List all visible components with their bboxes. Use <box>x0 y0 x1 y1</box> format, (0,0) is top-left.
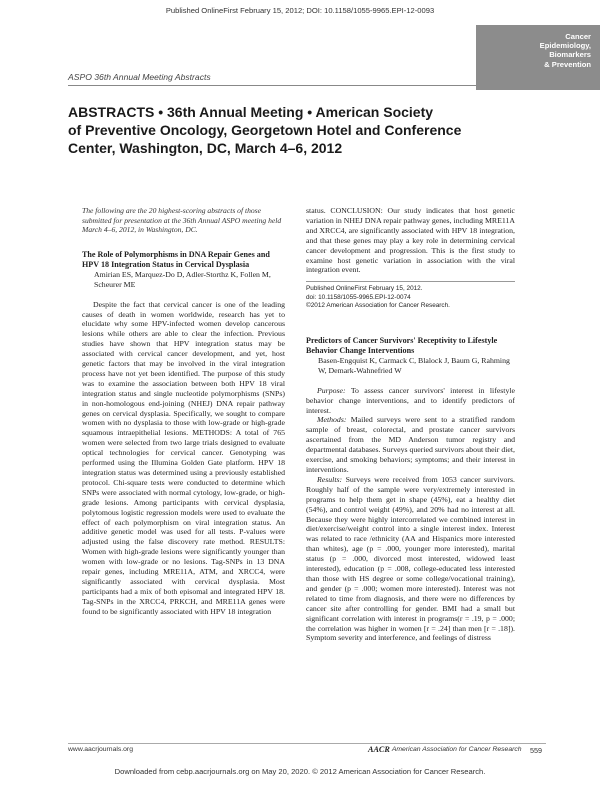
journal-name-box <box>476 25 600 90</box>
running-head: ASPO 36th Annual Meeting Abstracts <box>68 72 211 82</box>
abstract-2-title: Predictors of Cancer Survivors' Receptivity to Lifestyle Behavior Change Interventions <box>306 335 498 355</box>
abstract-2-authors: Basen-Engquist K, Carmack C, Blalock J, Baum G, Rahming W, Demark-Wahnefried W <box>318 355 510 375</box>
pub-doi: doi: 10.1158/1055-9965.EPI-12-0074 <box>306 293 411 301</box>
title-line: Center, Washington, DC, March 4–6, 2012 <box>68 139 343 156</box>
intro-note: The following are the 20 highest-scoring abstracts of those submitted for presentation at the 36th Annual ASPO meeting held March 4–6, 2012, in Washington, DC. <box>82 206 282 235</box>
abstract-2-purpose <box>306 386 515 416</box>
aacr-mark: AACR <box>368 745 390 754</box>
footer-rule <box>68 743 546 744</box>
methods-label: Methods: <box>317 415 347 425</box>
footer-url-link[interactable]: www.aacrjournals.org <box>68 746 133 753</box>
page-number: 559 <box>530 746 542 755</box>
abstract-1-body: Despite the fact that cervical cancer is one of the leading causes of death in women worldwide, research has yet to elucidate why some HPV-infected women develop cancerous lesions while others are able to clear the infection. Previous studies have shown that HPV integration status may be associated with cervical cancer development, and yet, host genetic factors that may be involved in the viral integration process have not yet been identified. The purpose of this study was to examine the association between both HPV 18 viral integration status and single nucleotide polymorphisms (SNPs) in non-homologous end-joining (NHEJ) DNA repair pathway genes on cervical dysplasia. Specifically, we sought to compare women with no dysplasia to those with low-grade or high-grade squamous intraepithelial lesions. METHODS: A total of 765 women were selected from two large trials designed to evaluate optical technologies for cervical cancer. Genotyping was performed using the Illumina Golden Gate platform. HPV 18 integration status was determined using a previously established protocol. Chi-square tests were conducted to determine which SNPs were associated with normal cytology, low-grade, or high-grade lesions. Among participants with cervical dysplasia, polytomous logistic regression models were used to evaluate the effect of each polymorphism on viral integration status. An additive genetic model was used for all tests. P-values were adjusted using the false discovery rate method. RESULTS: Women with high-grade lesions were significantly younger than women with low-grade or no lesions. Tag-SNPs in 13 DNA repair genes, including MRE11A, ATM, and XRCC4, were significantly associated with cervical dysplasia. Most participants had a mix of both episomal and integrated HPV 18. Tag-SNPs in the XRCC4, PRKCH, and MRE11A genes were found to be significantly associated with HPV 18 integration <box>82 299 285 616</box>
right-column <box>306 206 515 643</box>
page-title <box>68 104 468 157</box>
download-notice: Downloaded from cebp.aacrjournals.org on May 20, 2020. © 2012 American Association for Cancer Research. <box>114 767 486 776</box>
publication-info <box>306 281 515 310</box>
results-text: Surveys were received from 1053 cancer survivors. Roughly half of the sample were very/extremely interested in programs to help them get in shape (45%), eat a healthy diet (54%), and control weight (49%), and 20% had no interest at all. Because they were highly intercorrelated we combined interest in diet/exercise/weight control into a single interest index. Interest was related to race /ethnicity (AA and Hispanics more interested than whites), age (p = .000, younger more interested), marital status (p = .000, divorced most interested, widowed least interested), education (p = .008, college-educated less interested than those with HS degree or some college/vocational training), and gender (p = .000; women more interested). Interest was not related to time from diagnosis, and there were no differences by cancer site after controlling for gender. BMI had a small but significant correlation with interest in programs(r = .19, p = .000; the correlation was higher in women [r = .24] than men [r = .18]). Symptom severity and interference, and feelings of distress <box>306 474 515 643</box>
pub-copyright: ©2012 American Association for Cancer Research. <box>306 301 450 309</box>
methods-text: Mailed surveys were sent to a stratified random sample of breast, colorectal, and prostate cancer survivors ascertained from the MD Anderson tumor registry and departmental databases. Surveys queried survivors about their diet, exercise, and smoking behaviors; symptoms; and their interest in interventions. <box>306 415 515 475</box>
abstract-1-continued: status. CONCLUSION: Our study indicates that host genetic variation in NHEJ DNA repair pathway genes, including MRE11A and XRCC4, are significantly associated with HPV 18 integration, and that these genes may play a key role in determining cervical cancer development and progression. This is the first study to examine host genetic variation in association with the viral integration event. <box>306 206 515 275</box>
doi-banner: Published OnlineFirst February 15, 2012; DOI: 10.1158/1055-9965.EPI-12-0093 <box>165 6 435 15</box>
aacr-logo <box>368 745 522 754</box>
abstract-2-results <box>306 475 515 643</box>
abstract-1-title: The Role of Polymorphisms in DNA Repair Genes and HPV 18 Integration Status in Cervical Dysplasia <box>82 249 270 269</box>
abstract-2-methods <box>306 415 515 474</box>
aacr-name: American Association for Cancer Research <box>391 746 522 753</box>
title-line: ABSTRACTS • 36th Annual Meeting • American Society <box>68 104 434 120</box>
journal-name-line: Epidemiology, <box>539 41 591 51</box>
journal-name-line: Biomarkers <box>549 50 591 60</box>
purpose-label: Purpose: <box>317 385 346 395</box>
title-line: of Preventive Oncology, Georgetown Hotel and Conference <box>68 121 462 138</box>
journal-name-line: & Prevention <box>544 59 591 69</box>
journal-name-line: Cancer <box>565 32 591 41</box>
abstract-1-authors: Amirian ES, Marquez-Do D, Adler-Storthz K, Follen M, Scheurer ME <box>94 269 271 289</box>
purpose-text: To assess cancer survivors' interest in lifestyle behavior change interventions, and to identify predictors of interest. <box>306 385 515 415</box>
left-column <box>82 206 285 617</box>
results-label: Results: <box>317 474 343 484</box>
header-rule <box>68 85 476 86</box>
pub-date: Published OnlineFirst February 15, 2012. <box>306 285 423 293</box>
